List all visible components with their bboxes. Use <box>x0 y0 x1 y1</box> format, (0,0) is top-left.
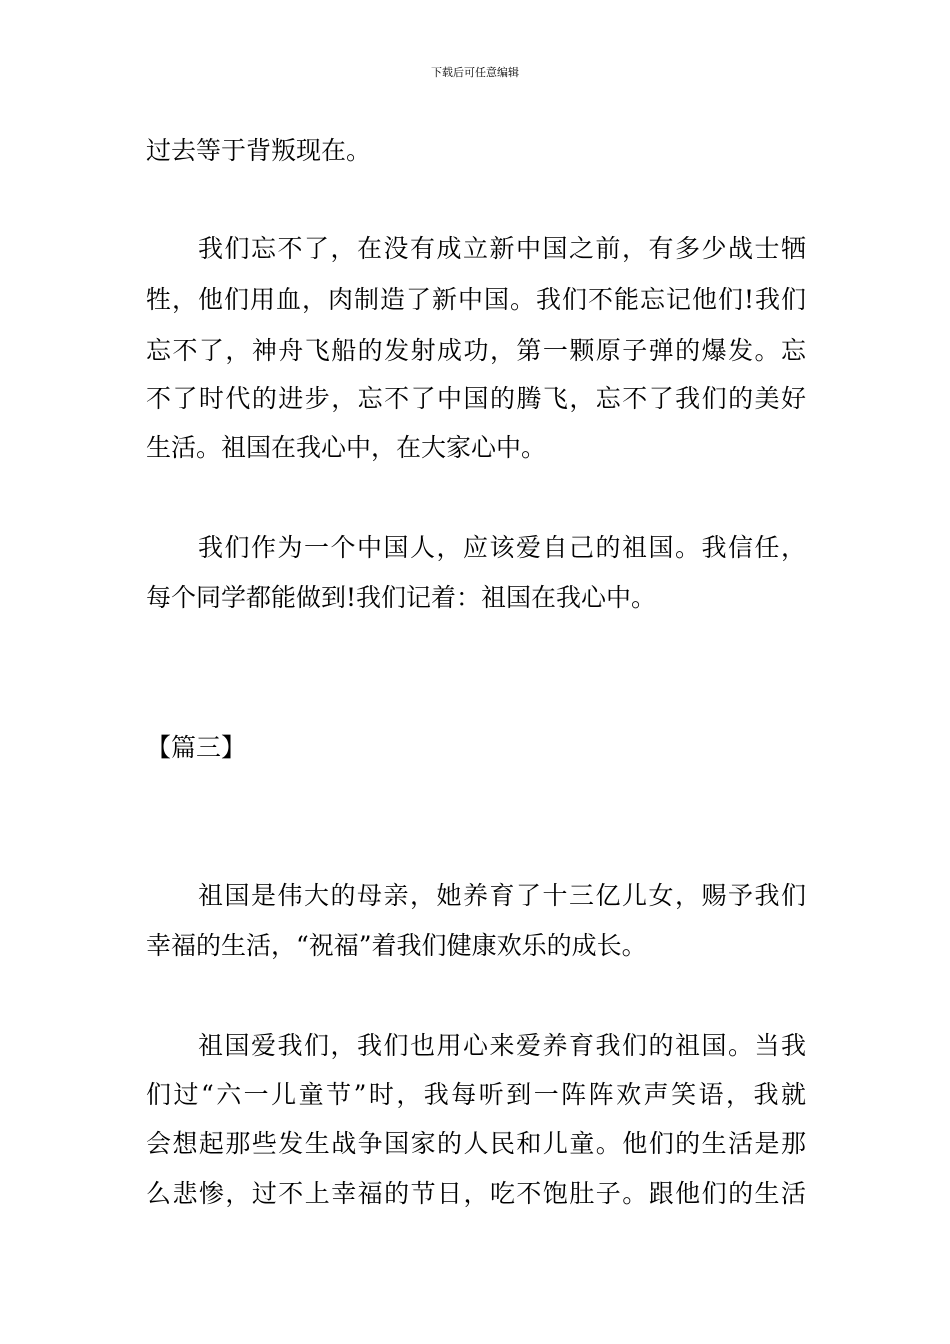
paragraph-line: 幸福的生活，“祝福”着我们健康欢乐的成长。 <box>146 931 647 960</box>
paragraph-first-line: 我们作为一个中国人，应该爱自己的祖国。我信任， <box>198 533 806 562</box>
paragraph-line: 牲，他们用血，肉制造了新中国。我们不能忘记他们!我们 <box>146 285 806 314</box>
paragraph-line: 过去等于背叛现在。 <box>146 136 372 165</box>
paragraph-line: 忘不了，神舟飞船的发射成功，第一颗原子弹的爆发。忘 <box>146 336 806 365</box>
paragraph-line: 们过“六一儿童节”时，我每听到一阵阵欢声笑语，我就 <box>146 1080 806 1109</box>
page-header: 下载后可任意编辑 <box>431 66 519 79</box>
paragraph-first-line: 祖国是伟大的母亲，她养育了十三亿儿女，赐予我们 <box>198 881 806 910</box>
section-heading: 【篇三】 <box>146 733 247 762</box>
paragraph-line: 会想起那些发生战争国家的人民和儿童。他们的生活是那 <box>146 1129 806 1158</box>
paragraph-line: 每个同学都能做到!我们记着：祖国在我心中。 <box>146 583 657 612</box>
paragraph-line: 不了时代的进步，忘不了中国的腾飞，忘不了我们的美好 <box>146 384 806 413</box>
paragraph-line: 么悲惨，过不上幸福的节日，吃不饱肚子。跟他们的生活 <box>146 1179 806 1208</box>
paragraph-first-line: 祖国爱我们，我们也用心来爱养育我们的祖国。当我 <box>198 1031 806 1060</box>
paragraph-first-line: 我们忘不了，在没有成立新中国之前，有多少战士牺 <box>198 234 806 263</box>
paragraph-line: 生活。祖国在我心中，在大家心中。 <box>146 433 547 462</box>
